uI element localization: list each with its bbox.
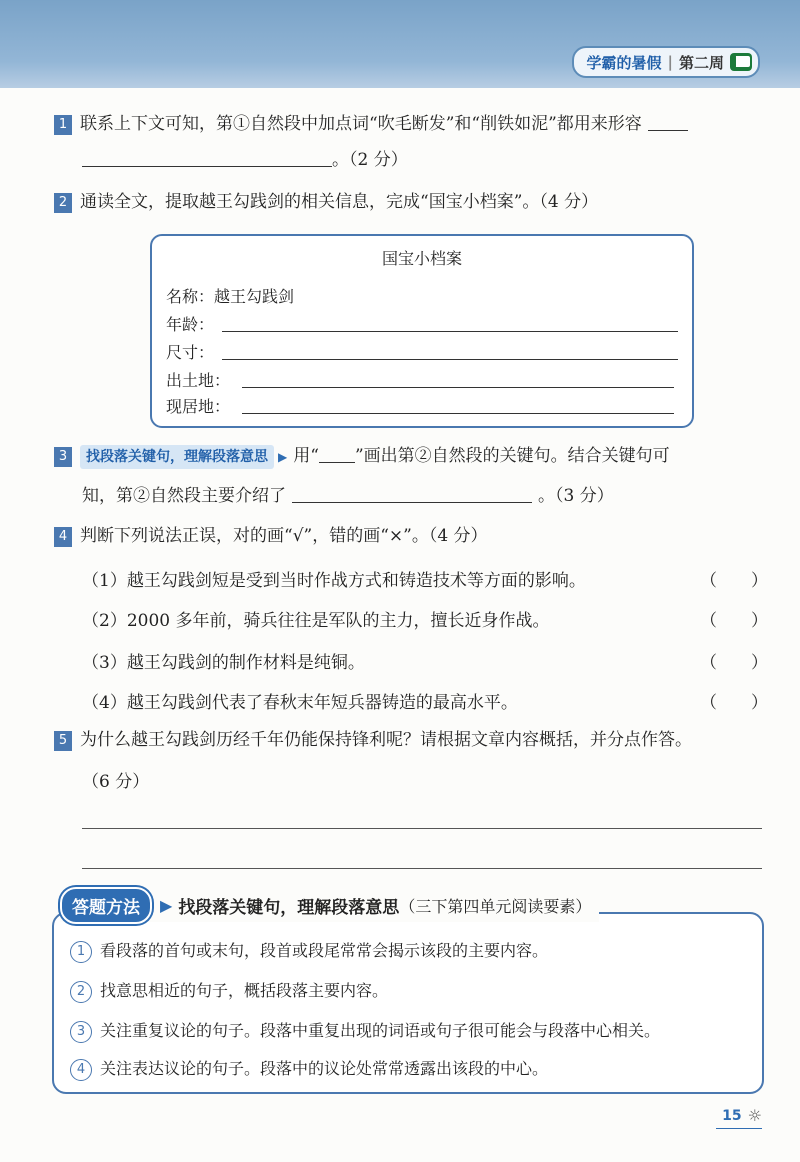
answer-paren-2[interactable]: （ ）: [700, 611, 768, 631]
archive-title: 国宝小档案: [381, 249, 462, 268]
question-line2-b: 。（3 分）: [538, 486, 614, 506]
item-number: 1: [70, 941, 92, 963]
question-text: 判断下列说法正误，对的画“√”，错的画“×”。（4 分）: [80, 526, 488, 546]
method-box: [52, 912, 764, 1094]
archive-name-row: 名称：越王勾践剑: [166, 287, 295, 306]
method-item-3: [70, 1018, 660, 1043]
question-5-score: （6 分）: [82, 772, 150, 792]
header-brand: 学霸的暑假: [586, 53, 662, 72]
answer-blank[interactable]: [648, 112, 688, 131]
tag-arrow-icon: ▶: [278, 450, 288, 464]
answer-line[interactable]: [242, 386, 674, 388]
answer-blank[interactable]: [82, 148, 332, 167]
archive-origin-label: 出土地：: [166, 371, 231, 390]
archive-size-row: [166, 340, 214, 363]
answer-paren-3[interactable]: （ ）: [700, 653, 768, 673]
answer-line[interactable]: [82, 828, 762, 829]
method-item-text: 关注重复议论的句子。段落中重复出现的词语或句子很可能会与段落中心相关。: [100, 1021, 661, 1040]
skill-tag: 找段落关键句，理解段落意思: [80, 445, 274, 469]
question-number: 5: [54, 731, 72, 751]
archive-age-label: 年龄：: [166, 315, 215, 334]
method-header: [60, 888, 599, 922]
answer-line[interactable]: [242, 412, 674, 414]
question-1: [54, 112, 688, 136]
method-item-2: [70, 978, 388, 1003]
page-number: 15: [722, 1107, 742, 1124]
item-number: 3: [70, 1021, 92, 1043]
question-text: 为什么越王勾践剑历经千年仍能保持锋利呢？请根据文章内容概括，并分点作答。: [80, 730, 692, 750]
method-note: （三下第四单元阅读要素）: [399, 896, 592, 916]
question-text: 联系上下文可知，第①自然段中加点词“吹毛断发”和“削铁如泥”都用来形容: [80, 114, 642, 134]
judge-item-2: （2）2000 多年前，骑兵往往是军队的主力，擅长近身作战。: [82, 611, 550, 631]
answer-line[interactable]: [222, 358, 678, 360]
archive-location-row: [166, 394, 230, 417]
method-pill: 答题方法: [60, 887, 152, 924]
method-topic: 找段落关键句，理解段落意思: [178, 897, 400, 918]
judge-item-1: （1）越王勾践剑短是受到当时作战方式和铸造技术等方面的影响。: [82, 571, 586, 591]
answer-blank[interactable]: [292, 484, 532, 503]
archive-age-row: [166, 312, 214, 335]
answer-blank[interactable]: [319, 444, 355, 463]
question-1-line2: [82, 148, 408, 172]
answer-line[interactable]: [222, 330, 678, 332]
question-number: 2: [54, 193, 72, 213]
arrow-icon: ▶: [160, 895, 173, 915]
page-footer: [722, 1106, 762, 1125]
method-item-text: 看段落的首句或末句，段首或段尾常常会揭示该段的主要内容。: [100, 941, 549, 960]
archive-origin-row: [166, 368, 230, 391]
method-item-4: [70, 1056, 548, 1081]
question-line2-a: 知，第②自然段主要介绍了: [82, 486, 286, 506]
question-text-b: ”画出第②自然段的关键句。结合关键句可: [354, 446, 670, 466]
archive-location-label: 现居地：: [166, 397, 231, 416]
question-text-a: 用“: [293, 446, 319, 466]
method-item-text: 关注表达议论的句子。段落中的议论处常常透露出该段的中心。: [100, 1059, 549, 1078]
method-item-text: 找意思相近的句子，概括段落主要内容。: [100, 981, 389, 1000]
header-separator: |: [667, 53, 673, 71]
item-number: 2: [70, 981, 92, 1003]
answer-paren-1[interactable]: （ ）: [700, 571, 768, 591]
header-week: 第二周: [678, 53, 724, 72]
question-number: 3: [54, 447, 72, 467]
book-icon: [730, 53, 752, 71]
header-badge: [572, 46, 760, 78]
question-3: [54, 444, 670, 469]
question-text: 通读全文，提取越王勾践剑的相关信息，完成“国宝小档案”。（4 分）: [80, 192, 599, 212]
sun-icon: ☼: [747, 1106, 762, 1125]
question-number: 4: [54, 527, 72, 547]
archive-size-label: 尺寸：: [166, 343, 215, 362]
question-2: [54, 190, 598, 214]
question-3-line2: [82, 484, 614, 508]
footer-rule: [716, 1128, 762, 1129]
method-item-1: [70, 938, 548, 963]
item-number: 4: [70, 1059, 92, 1081]
question-number: 1: [54, 115, 72, 135]
question-tail: 。（2 分）: [332, 150, 408, 170]
judge-item-4: （4）越王勾践剑代表了春秋末年短兵器铸造的最高水平。: [82, 693, 518, 713]
answer-paren-4[interactable]: （ ）: [700, 693, 768, 713]
archive-card: [150, 234, 694, 428]
judge-item-3: （3）越王勾践剑的制作材料是纯铜。: [82, 653, 365, 673]
answer-line[interactable]: [82, 868, 762, 869]
question-4: [54, 524, 488, 548]
question-5: [54, 728, 692, 752]
